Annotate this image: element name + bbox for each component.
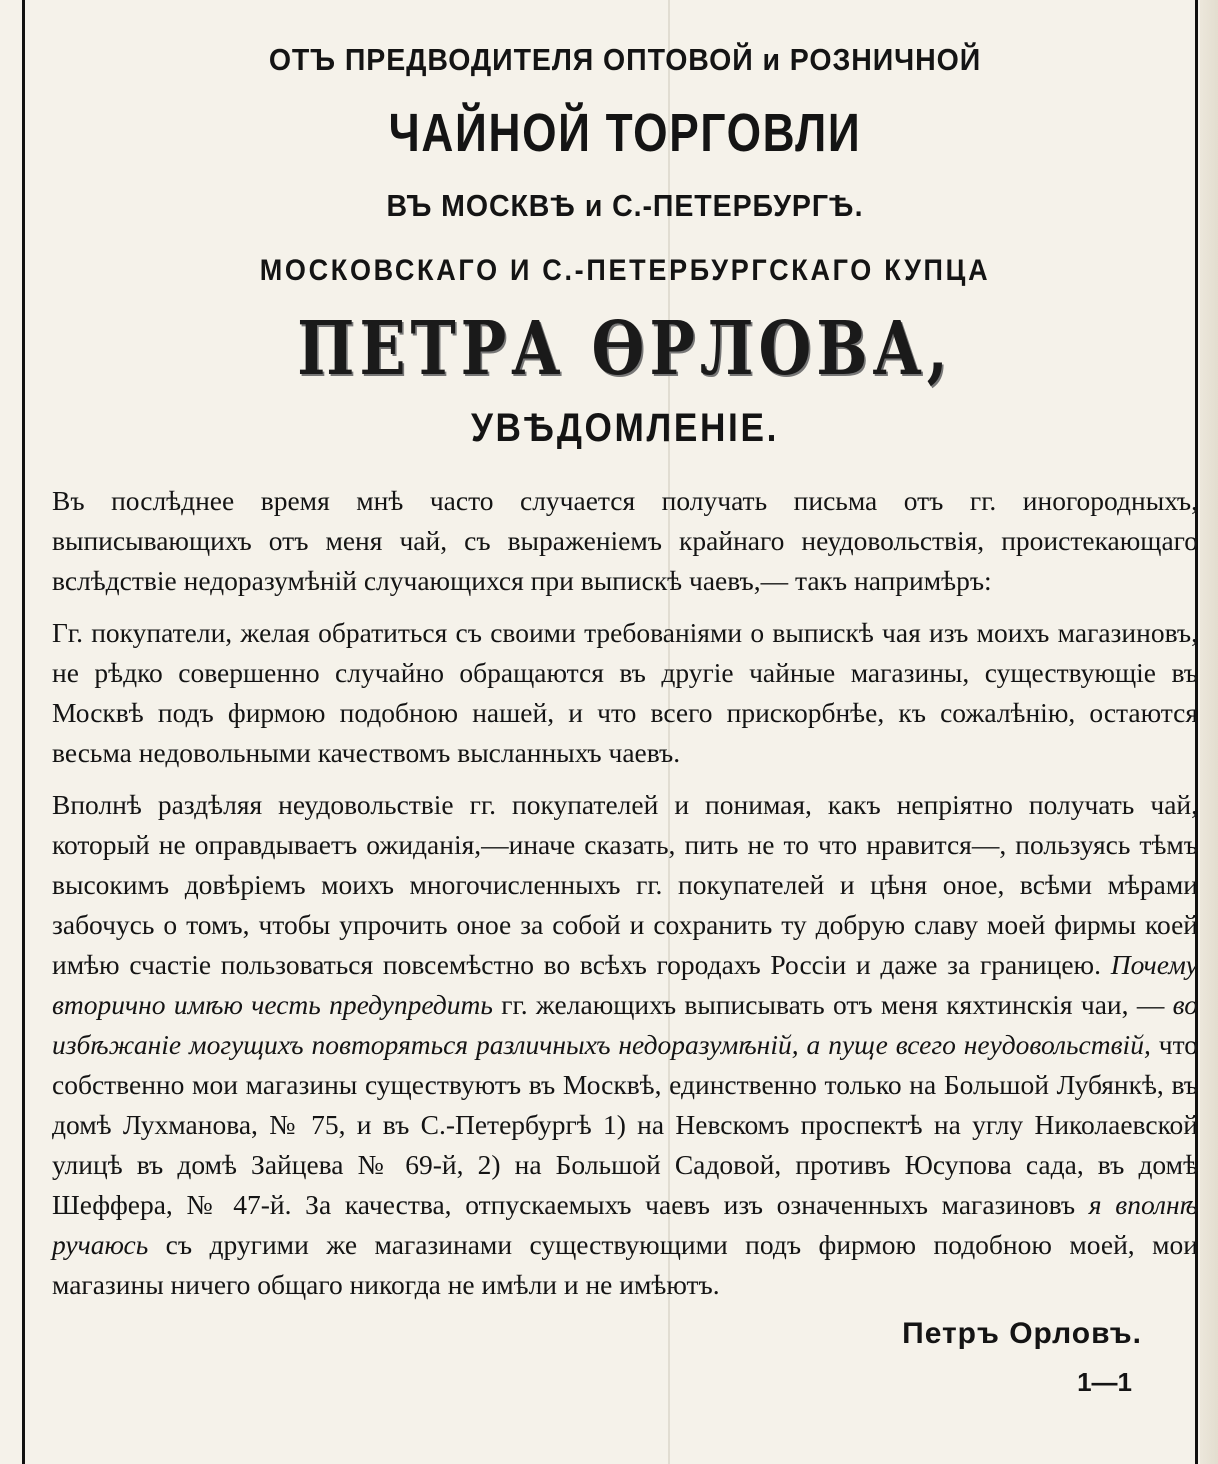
paragraph-3-part-e: что собственно мои магазины существуютъ въ Москвѣ, единственно только на Большой Лубянкѣ, въ домѣ Лухманова, № 75, и въ С.-Петербургѣ 1) на Невскомъ проспектѣ на углу Николаевской улицѣ въ домѣ Зайцева № 69-й, 2) на Большой Садовой, противъ Юсупова сада, въ домѣ Шеффера, № 47-й. За качества, отпускаемыхъ чаевъ изъ означенныхъ магазиновъ [52, 1029, 1198, 1220]
header-line-notice: УВѢДОМЛЕНІЕ. [470, 406, 779, 450]
header-line-merchant: МОСКОВСКАГО И С.-ПЕТЕРБУРГСКАГО КУПЦА [259, 254, 991, 287]
paragraph-3-part-c: гг. желающихъ выписывать отъ меня кяхтинскія чаи, — [492, 989, 1173, 1020]
insertion-number: 1—1 [1077, 1367, 1132, 1397]
paragraph-3-part-g: съ другими же магазинами существующими подъ фирмою подобною моей, мои магазины ничего общаго никогда не имѣли и не имѣютъ. [52, 1229, 1198, 1300]
advertisement-body [52, 481, 1198, 1305]
header-line-chairman: ОТЪ ПРЕДВОДИТЕЛЯ ОПТОВОЙ и РОЗНИЧНОЙ [268, 42, 982, 77]
paragraph-3-italic-d: во избѣжаніе могущихъ повторяться различныхъ недоразумѣній, а пуще всего неудовольствій, [52, 989, 1198, 1060]
header-line-cities: ВЪ МОСКВѢ и С.-ПЕТЕРБУРГѢ. [386, 188, 864, 223]
header-line-name: ПЕТРА ѲРЛОВА, [297, 306, 953, 392]
paragraph-3 [52, 785, 1198, 1305]
page-edge [1200, 0, 1218, 1464]
signature: Петръ Орловъ. [902, 1317, 1142, 1350]
paragraph-1: Въ послѣднее время мнѣ часто случается получать письма отъ гг. иногородныхъ, выписывающихъ отъ меня чай, съ выраженіемъ крайнаго неудовольствія, проистекающаго вслѣдствіе недоразумѣній случающихся при выпискѣ чаевъ,— такъ напримѣръ: [52, 485, 1198, 596]
header-line-tea-trade: ЧАЙНОЙ ТОРГОВЛИ [388, 103, 862, 163]
paragraph-2: Гг. покупатели, желая обратиться съ своими требованіями о выпискѣ чая изъ моихъ магазиновъ, не рѣдко совершенно случайно обращаются въ другіе чайные магазины, существующіе въ Москвѣ подъ фирмою подобною нашей, и что всего прискорбнѣе, къ сожалѣнію, остаются весьма недовольными качествомъ высланныхъ чаевъ. [52, 617, 1198, 768]
advertisement-header [75, 42, 1175, 451]
advertisement [52, 34, 1198, 1398]
paragraph-3-part-a: Вполнѣ раздѣляя неудовольствіе гг. покупателей и понимая, какъ непріятно получать чай, который не оправдываетъ ожиданія,—иначе сказать, пить не то что нравится—, пользуясь тѣмъ высокимъ довѣріемъ моихъ многочисленныхъ гг. покупателей и цѣня оное, всѣми мѣрами забочусь о томъ, чтобы упрочить оное за собой и сохранить ту добрую славу моей фирмы коей имѣю счастіе пользоваться повсемѣстно во всѣхъ городахъ Россіи и даже за границею. [52, 789, 1198, 980]
paragraph-3-italic-f: я вполнѣ ручаюсь [52, 1189, 1198, 1260]
paragraph-3-italic-b: Почему вторично имѣю честь предупредить [52, 949, 1198, 1020]
